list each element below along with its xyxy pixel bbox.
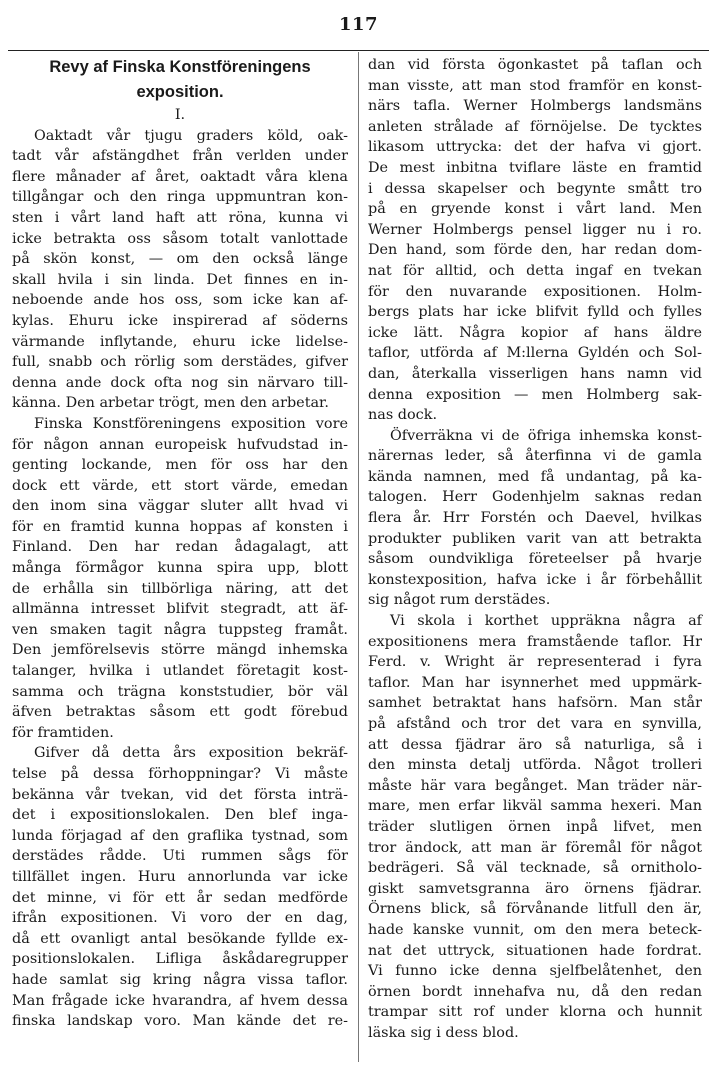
text-line: nat det uttryck, situationen hade fordrat. [368,942,702,959]
text-line: bergs plats har icke blifvit fylld och fylles [368,304,702,321]
text-line: de erhålla sin tillbörliga näring, att det [12,580,348,597]
text-line: icke lätt. Några kopior af hans äldre [368,324,702,341]
text-line: tadt vår afstängdhet från verlden under [12,148,348,165]
text-line: för en framtid kunna hoppas af konsten i [12,518,348,535]
text-line: denna ande dock ofta nog sin närvaro till- [12,374,348,391]
text-line: trampar sitt rof under klorna och hunnit [368,1004,702,1021]
text-line: Gifver då detta års exposition bekräf- [34,745,348,762]
text-line: Öfverräkna vi de öfriga inhemska konst- [390,427,702,444]
text-line: taflor. Man har isynnerhet med uppmärk- [368,674,702,691]
text-line: Vi funno icke denna sjelfbelåtenhet, den [368,963,702,980]
text-line: i dessa skapelser och begynte smått tro [368,180,702,197]
text-line: taflor, utförda af M:llerna Gyldén och Sol- [368,345,702,362]
section-number: I. [174,107,186,123]
text-line: Finska Konstföreningens exposition vore [34,415,348,432]
left-column [12,55,348,1032]
text-line: man visste, att man stod framför en konst- [368,77,702,94]
column-divider [358,52,359,1062]
text-line: talogen. Herr Godenhjelm saknas redan [368,489,702,506]
text-line: neboende ande hos oss, som icke kan af- [12,292,348,309]
text-line: då ett ovanligt antal besökande fyllde ex- [12,930,348,947]
text-line: talanger, hvilka i utlandet företagit kost- [12,663,348,680]
text-line: samma och trägna konststudier, bör väl [12,683,348,700]
text-line: derstädes rådde. Uti rummen sågs för [12,848,348,865]
article-title-line-1: Revy af Finska Konstföreningens [49,58,311,76]
text-line: såsom oundvikliga företeelser på hvarje [368,551,702,568]
text-line: träder slutligen örnen inpå lifvet, men [368,818,702,835]
text-line: sig något rum derstädes. [368,592,551,609]
text-line: närernas leder, så återfinna vi de gamla [368,448,702,465]
text-line: giskt samvetsgranna äro örnens fjädrar. [368,880,702,897]
text-line: den minsta detalj utförda. Något trolleri [368,757,702,774]
text-line: kylas. Ehuru icke inspirerad af söderns [12,312,348,329]
article-title-line-2: exposition. [136,83,224,101]
text-line: ifrån expositionen. Vi voro der en dag, [12,910,348,927]
page-number: 117 [338,14,379,35]
text-line: allmänna intresset blifvit stegradt, att äf- [12,601,348,618]
text-line: flera år. Hrr Forstén och Daevel, hvilkas [368,510,702,527]
text-line: dan vid första ögonkastet på taflan och [368,57,702,73]
text-line: för framtiden. [12,724,114,741]
text-line: nat för alltid, och detta ingaf en tvekan [368,262,702,279]
text-line: på afstånd och tror det vara en synvilla, [368,716,702,732]
text-line: det minne, vi för ett år sedan medförde [12,889,348,906]
text-line: den inom sina väggar sluter allt hvad vi [12,498,348,515]
text-line: nas dock. [368,407,438,424]
text-line: Örnens blick, så förvånande litfull den är, [368,901,702,918]
text-line: värmande inflytande, ehuru icke lidelse- [12,333,348,350]
right-column [368,55,702,1044]
right-column-text [368,55,702,1044]
text-line: konstexposition, hafva icke i år förbehållit [368,571,702,588]
text-line: flere månader af året, oaktadt våra klena [12,168,348,185]
text-line: skall hvila i sin linda. Det finnes en in- [12,271,348,288]
text-line: dan, återkalla visserligen hans namn vid [368,365,702,382]
text-line: Den jemförelsevis större mängd inhemska [12,642,348,659]
text-line: likasom uttrycka: det der hafva vi gjort. [368,139,702,156]
text-line: bekänna vår tvekan, vid det första inträ- [12,786,348,803]
text-line: närs tafla. Werner Holmbergs landsmäns [368,98,702,115]
text-line: hade kanske vunnit, om den mera beteck- [368,921,702,938]
text-line: tillfället ingen. Huru annorlunda var icke [12,868,348,885]
header-rule [8,50,709,51]
text-line: måste här vara begånget. Man träder när- [368,777,702,794]
text-line: icke betrakta oss såsom totalt vanlottade [12,230,348,247]
text-line: äfven betraktas såsom ett godt förebud [12,704,348,721]
text-line: Finland. Den har redan ådagalagt, att [12,539,348,556]
text-line: anleten strålade af förnöjelse. De tycktes [368,118,702,135]
text-line: Oaktadt vår tjugu graders köld, oak- [34,127,348,144]
text-line: på skön konst, — om den också länge [12,251,348,268]
text-line: det i expositionslokalen. Den blef inga- [12,807,348,824]
article-title [12,55,348,105]
text-line: tillgångar och den ringa uppmuntran kon- [12,189,348,206]
text-line: Vi skola i korthet uppräkna några af [390,613,702,630]
text-line: Man frågade icke hvarandra, af hvem dessa [12,992,348,1009]
text-line: känna. Den arbetar trögt, men den arbetar. [12,395,329,412]
left-column-text [12,126,348,1032]
text-line: kända namnen, med få undantag, på ka- [368,468,702,485]
text-line: att dessa fjädrar äro så naturliga, så i [368,736,702,753]
text-line: De mest inbitna tviflare läste en framtid [368,159,702,176]
text-line: många förmågor kunna spira upp, blott [12,560,348,577]
text-line: genting lockande, men för oss har den [12,457,348,474]
text-line: för någon annan europeisk hufvudstad in- [12,436,348,453]
text-line: dock ett värde, ett stort värde, emedan [12,477,348,494]
text-line: denna exposition — men Holmberg sak- [368,386,702,403]
text-line: Den hand, som förde den, har redan dom- [368,242,702,259]
text-line: Werner Holmbergs pensel ligger nu i ro. [368,221,702,238]
text-line: på en gryende konst i vårt land. Men [368,201,702,218]
text-line: läska sig i dess blod. [368,1024,519,1041]
text-line: mare, men erfar likväl samma hexeri. Man [368,798,702,815]
text-line: örnen bordt innehafva nu, då den redan [368,983,702,1000]
text-line: full, snabb och rörlig som derstädes, gifver [12,354,348,371]
text-line: ven smaken tagit några tuppsteg framåt. [12,621,348,638]
text-line: positionslokalen. Lifliga åskådaregrupper [12,951,348,968]
text-line: Ferd. v. Wright är representerad i fyra [368,654,702,671]
text-line: telse på dessa förhoppningar? Vi måste [12,766,348,782]
text-line: hade samlat sig kring några vissa taflor. [12,971,348,988]
text-line: tror ändock, att man är föremål för något [368,839,702,856]
text-line: samhet betraktat hans hafsörn. Man står [368,695,702,712]
text-line: bedrägeri. Så väl tecknade, så ornitholo- [368,860,702,877]
text-line: expositionens mera framstående taflor. Hr [368,633,702,650]
text-line: sten i vårt land haft att röna, kunna vi [12,209,348,226]
text-line: lunda förjagad af den graflika tystnad, som [12,827,348,844]
text-line: finska landskap voro. Man kände det re- [12,1013,348,1030]
text-line: för den nuvarande expositionen. Holm- [368,283,702,300]
text-line: produkter publiken varit van att betrakta [368,530,702,547]
